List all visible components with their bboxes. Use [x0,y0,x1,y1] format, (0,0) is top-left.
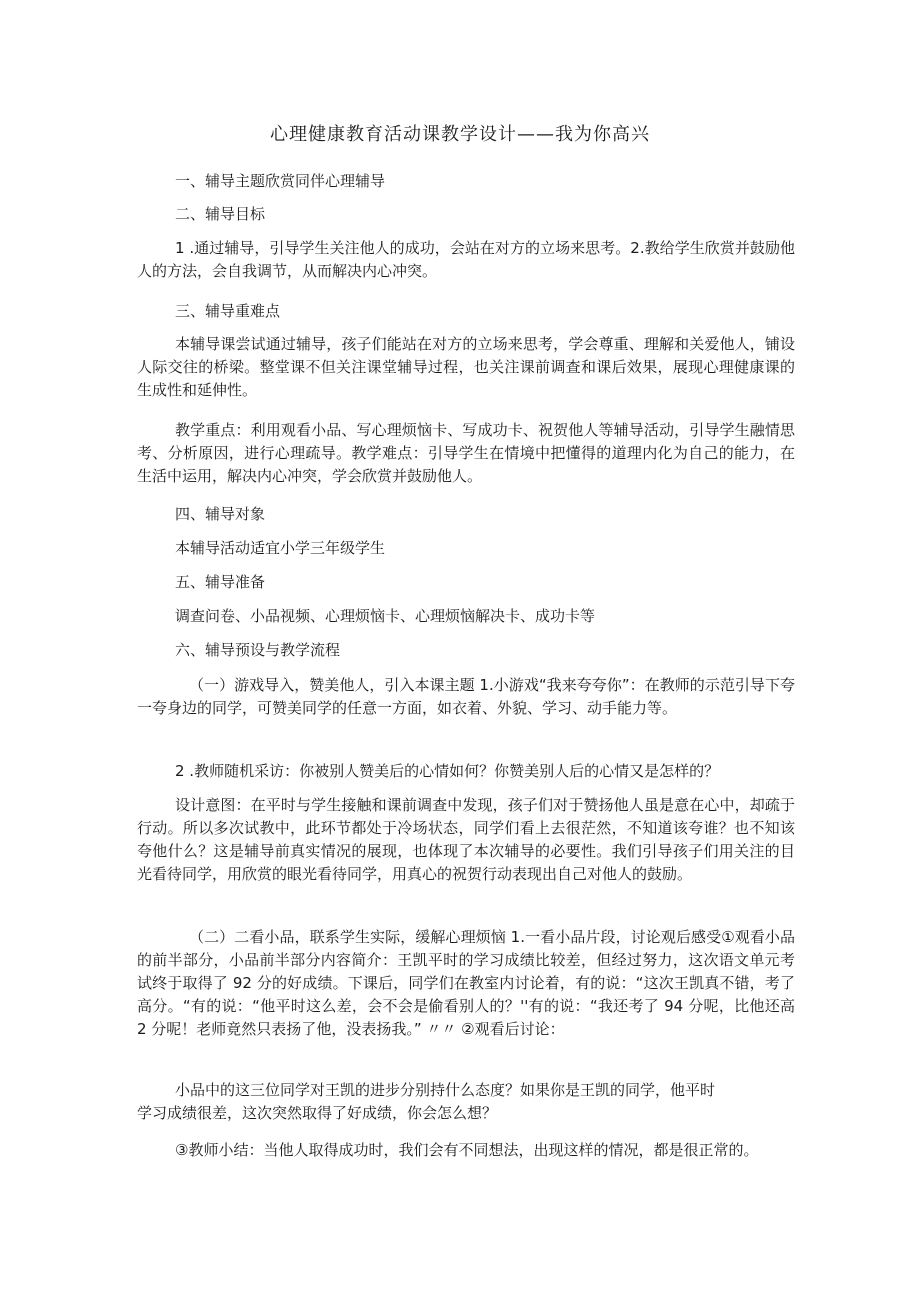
paragraph-focus-intro: 本辅导课尝试通过辅导，孩子们能站在对方的立场来思考，学会尊重、理解和关爱他人，铺设人际交往的桥梁。整堂课不但关注课堂辅导过程，也关注课前调查和课后效果，展现心理健康课的生成性和延伸性。 [137,335,795,399]
paragraph-goals: 1 .通过辅导，引导学生关注他人的成功，会站在对方的立场来思考。2.教给学生欣赏并鼓励他人的方法，会自我调节，从而解决内心冲突。 [137,239,795,280]
document-title: 心理健康教育活动课教学设计——我为你高兴 [270,124,650,145]
paragraph-skit: （二）二看小品，联系学生实际，缓解心理烦恼 1.一看小品片段，讨论观后感受①观看小品的前半部分，小品前半部分内容简介：王凯平时的学习成绩比较差，但经过努力，这次语文单元考试终于取得了 92 分的好成绩。下课后，同学们在教室内讨论着，有的说：“这次王凯真不错，考了高分。“有的说：“他平时这么差，会不会是偷看别人的？''有的说：“我还考了 94 分呢，比他还高 2 分呢！老师竟然只表扬了他，没表扬我。” 〃〃 ②观看后讨论： [137,928,795,1038]
section-heading-1: 一、辅导主题欣赏同伴心理辅导 [175,172,386,190]
paragraph-design-intent: 设计意图：在平时与学生接触和课前调查中发现，孩子们对于赞扬他人虽是意在心中，却疏于行动。所以多次试教中，此环节都处于冷场状态，同学们看上去很茫然，不知道该夸谁？也不知该夸他什么？这是辅导前真实情况的展现，也体现了本次辅导的必要性。我们引导孩子们用关注的目光看待同学，用欣赏的眼光看待同学，用真心的祝贺行动表现出自己对他人的鼓励。 [137,796,795,883]
discussion-line-1: 小品中的这三位同学对王凯的进步分别持什么态度？如果你是王凯的同学，他平时 [175,1081,716,1099]
section-heading-3: 三、辅导重难点 [175,302,281,320]
paragraph-preparation: 调查问卷、小品视频、心理烦恼卡、心理烦恼解决卡、成功卡等 [175,607,596,625]
section-heading-2: 二、辅导目标 [175,205,266,223]
paragraph-focus-points: 教学重点：利用观看小品、写心理烦恼卡、写成功卡、祝贺他人等辅导活动，引导学生融情思考、分析原因，进行心理疏导。教学难点：引导学生在情境中把懂得的道理内化为自己的能力，在生活中运用，解决内心冲突，学会欣赏并鼓励他人。 [137,421,795,485]
section-heading-4: 四、辅导对象 [175,505,266,523]
section-heading-5: 五、辅导准备 [175,573,266,591]
section-heading-6: 六、辅导预设与教学流程 [175,641,341,659]
paragraph-interview: 2 .教师随机采访：你被别人赞美后的心情如何？你赞美别人后的心情又是怎样的？ [175,762,720,780]
discussion-line-2: 学习成绩很差，这次突然取得了好成绩，你会怎么想？ [137,1104,498,1122]
paragraph-teacher-summary: ③教师小结：当他人取得成功时，我们会有不同想法，出现这样的情况，都是很正常的。 [175,1141,759,1159]
paragraph-discussion-questions [137,1079,795,1125]
paragraph-target: 本辅导活动适宜小学三年级学生 [175,539,386,557]
paragraph-game-intro: （一）游戏导入，赞美他人，引入本课主题 1.小游戏“我来夸夸你”：在教师的示范引导下夸一夸身边的同学，可赞美同学的任意一方面，如衣着、外貌、学习、动手能力等。 [137,676,795,717]
